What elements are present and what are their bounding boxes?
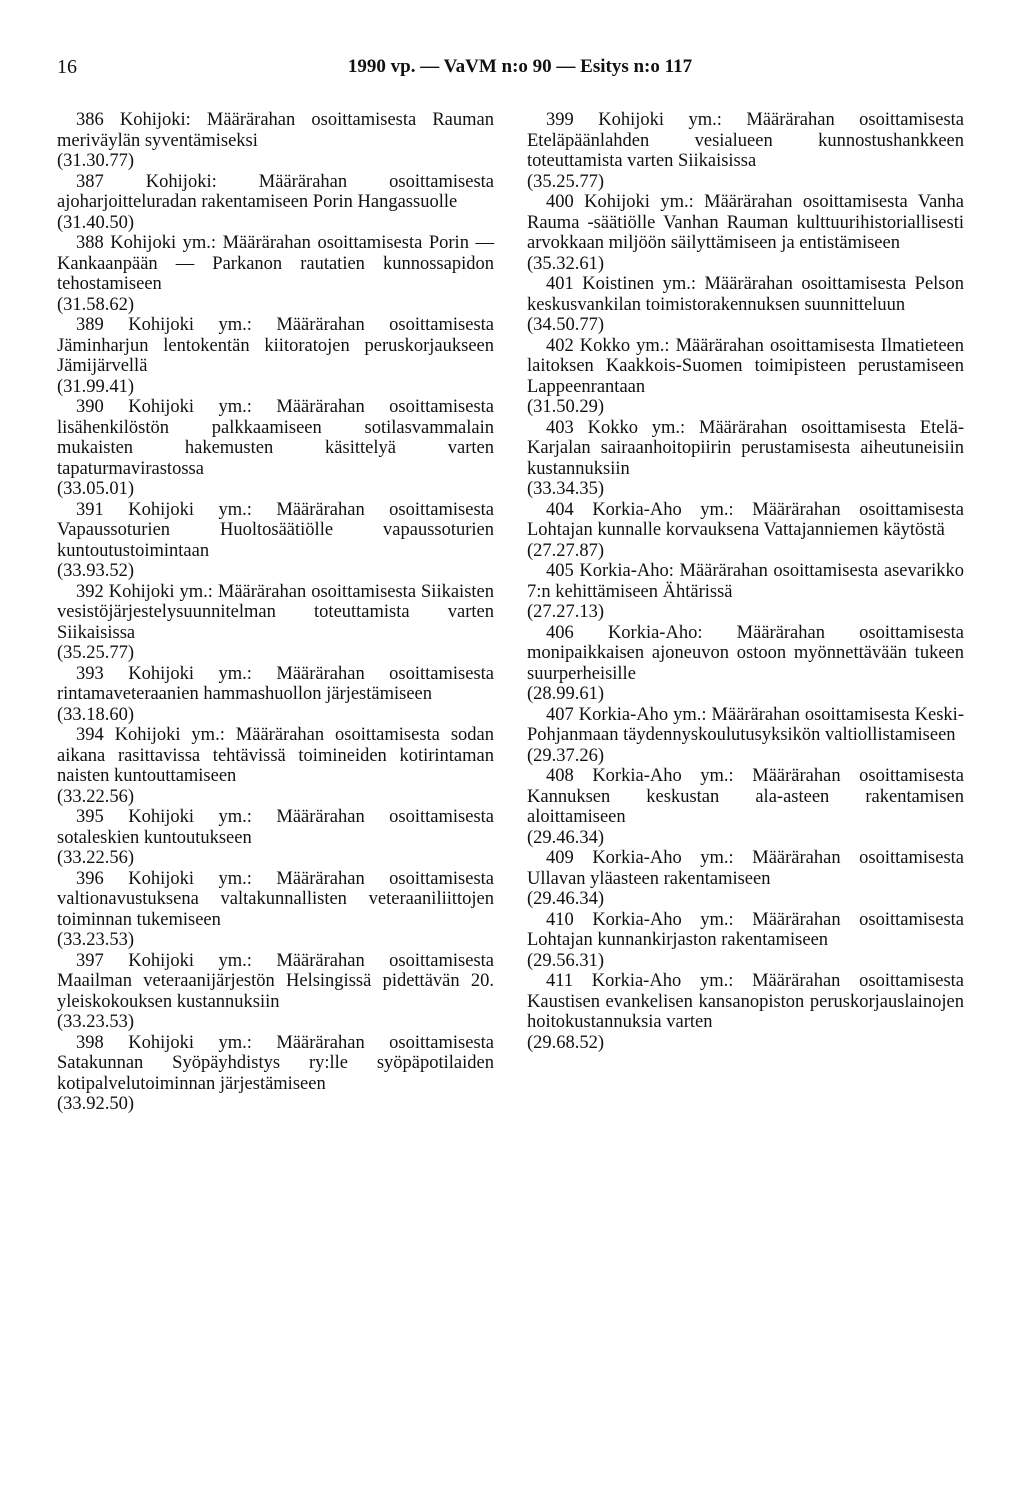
motion-entry bbox=[527, 274, 964, 336]
budget-item-code: (33.22.56) bbox=[57, 848, 135, 868]
motion-entry bbox=[57, 869, 494, 951]
motion-entry bbox=[57, 664, 494, 726]
motion-text: 397 Kohijoki ym.: Määrärahan osoittamisesta Maailman veteraanijärjestön Helsingissä pidettävän 20. yleiskokouksen kustannuksiin bbox=[57, 950, 494, 1012]
motion-entry bbox=[527, 623, 964, 705]
budget-item-code: (31.30.77) bbox=[57, 151, 135, 171]
budget-item-code: (31.99.41) bbox=[57, 376, 135, 397]
budget-item-code: (35.25.77) bbox=[527, 171, 605, 192]
motion-entry bbox=[57, 110, 494, 172]
motion-text: 401 Koistinen ym.: Määrärahan osoittamisesta Pelson keskusvankilan toimistorakennuksen suunnitteluun bbox=[527, 274, 964, 315]
right-column bbox=[527, 110, 964, 1053]
motion-entry bbox=[527, 418, 964, 500]
budget-item-code: (29.37.26) bbox=[527, 745, 605, 766]
motion-entry bbox=[57, 233, 494, 315]
motion-text: 411 Korkia-Aho ym.: Määrärahan osoittamisesta Kaustisen evankelisen kansanopiston peruskorjauslainojen hoitokustannuksia varten bbox=[527, 971, 964, 1032]
motion-text: 406 Korkia-Aho: Määrärahan osoittamisesta monipaikkaisen ajoneuvon ostoon myönnettävään tukeen suurperheisille bbox=[527, 622, 964, 684]
motion-entry bbox=[527, 766, 964, 848]
motion-text: 388 Kohijoki ym.: Määrärahan osoittamisesta Porin — Kankaanpään — Parkanon rautatien kunnossapidon tehostamiseen bbox=[57, 233, 494, 294]
motion-entry bbox=[57, 500, 494, 582]
motion-text: 409 Korkia-Aho ym.: Määrärahan osoittamisesta Ullavan yläasteen rakentamiseen bbox=[527, 848, 964, 889]
budget-item-code: (29.46.34) bbox=[527, 827, 605, 848]
budget-item-code: (33.23.53) bbox=[57, 1012, 135, 1032]
motion-text: 394 Kohijoki ym.: Määrärahan osoittamisesta sodan aikana rasittavissa tehtävissä toimineiden kotirintaman naisten kuntouttamiseen bbox=[57, 725, 494, 786]
budget-item-code: (29.56.31) bbox=[527, 950, 605, 971]
motion-text: 391 Kohijoki ym.: Määrärahan osoittamisesta Vapaussoturien Huoltosäätiölle vapaussoturien kuntoutustoimintaan bbox=[57, 499, 494, 561]
motion-text: 398 Kohijoki ym.: Määrärahan osoittamisesta Satakunnan Syöpäyhdistys ry:lle syöpäpotilaiden kotipalvelutoiminnan järjestämiseen bbox=[57, 1032, 494, 1094]
budget-item-code: (33.34.35) bbox=[527, 479, 605, 499]
motion-entry bbox=[527, 910, 964, 972]
motion-entry bbox=[527, 561, 964, 623]
motion-entry bbox=[527, 192, 964, 274]
motion-entry bbox=[527, 336, 964, 418]
motion-text: 408 Korkia-Aho ym.: Määrärahan osoittamisesta Kannuksen keskustan ala-asteen rakentamisen aloittamiseen bbox=[527, 766, 964, 827]
motion-entry bbox=[57, 725, 494, 807]
motion-text: 402 Kokko ym.: Määrärahan osoittamisesta Ilmatieteen laitoksen Kaakkois-Suomen toimipisteen perustamiseen Lappeenrantaan bbox=[527, 335, 964, 397]
motion-text: 404 Korkia-Aho ym.: Määrärahan osoittamisesta Lohtajan kunnalle korvauksena Vattajanniemen käytöstä bbox=[527, 499, 964, 540]
budget-item-code: (31.50.29) bbox=[527, 397, 605, 417]
budget-item-code: (33.05.01) bbox=[57, 479, 135, 499]
motion-text: 405 Korkia-Aho: Määrärahan osoittamisesta asevarikko 7:n kehittämiseen Ähtärissä bbox=[527, 561, 964, 602]
budget-item-code: (27.27.87) bbox=[527, 540, 605, 561]
motion-text: 399 Kohijoki ym.: Määrärahan osoittamisesta Eteläpäänlahden vesialueen kunnostushankkeen toteuttamista varten Siikaisissa bbox=[527, 110, 964, 171]
motion-text: 389 Kohijoki ym.: Määrärahan osoittamisesta Jäminharjun lentokentän kiitoratojen peruskorjaukseen Jämijärvellä bbox=[57, 315, 494, 376]
motion-entry bbox=[527, 500, 964, 562]
running-header: 1990 vp. — VaVM n:o 90 — Esitys n:o 117 bbox=[347, 56, 693, 77]
budget-item-code: (27.27.13) bbox=[527, 602, 605, 622]
left-column bbox=[57, 110, 494, 1115]
motion-entry bbox=[57, 172, 494, 234]
budget-item-code: (35.25.77) bbox=[57, 643, 135, 663]
budget-item-code: (28.99.61) bbox=[527, 684, 605, 704]
budget-item-code: (33.18.60) bbox=[57, 704, 135, 725]
motion-entry bbox=[527, 848, 964, 910]
motion-text: 396 Kohijoki ym.: Määrärahan osoittamisesta valtionavustuksena valtakunnallisten veteraaniliittojen toiminnan tukemiseen bbox=[57, 868, 494, 930]
motion-entry bbox=[527, 110, 964, 192]
budget-item-code: (33.22.56) bbox=[57, 786, 135, 807]
budget-item-code: (33.92.50) bbox=[57, 1094, 135, 1114]
motion-text: 395 Kohijoki ym.: Määrärahan osoittamisesta sotaleskien kuntoutukseen bbox=[57, 807, 494, 848]
budget-item-code: (33.23.53) bbox=[57, 930, 135, 950]
page-number: 16 bbox=[57, 56, 77, 78]
motion-text: 403 Kokko ym.: Määrärahan osoittamisesta Etelä-Karjalan sairaanhoitopiirin perustamisesta aiheutuneisiin kustannuksiin bbox=[527, 417, 964, 479]
budget-item-code: (29.46.34) bbox=[527, 889, 605, 909]
motion-text: 387 Kohijoki: Määrärahan osoittamisesta ajoharjoitteluradan rakentamiseen Porin Hangassuolle bbox=[57, 171, 494, 212]
motion-entry bbox=[57, 1033, 494, 1115]
motion-entry bbox=[57, 397, 494, 500]
budget-item-code: (35.32.61) bbox=[527, 253, 605, 274]
motion-entry bbox=[527, 705, 964, 767]
budget-item-code: (33.93.52) bbox=[57, 561, 135, 581]
budget-item-code: (31.58.62) bbox=[57, 294, 135, 315]
motion-text: 400 Kohijoki ym.: Määrärahan osoittamisesta Vanha Rauma -säätiölle Vanhan Rauman kulttuurihistoriallisesti arvokkaan miljöön säilyttämiseen ja entistämiseen bbox=[527, 192, 964, 253]
motion-text: 393 Kohijoki ym.: Määrärahan osoittamisesta rintamaveteraanien hammashuollon järjestämiseen bbox=[57, 663, 494, 704]
budget-item-code: (31.40.50) bbox=[57, 212, 135, 233]
motion-entry bbox=[57, 807, 494, 869]
motion-text: 390 Kohijoki ym.: Määrärahan osoittamisesta lisähenkilöstön palkkaamiseen sotilasvammalain mukaisten hakemusten käsittelyä varten tapaturmavirastossa bbox=[57, 397, 494, 479]
motion-text: 407 Korkia-Aho ym.: Määrärahan osoittamisesta Keski-Pohjanmaan täydennyskoulutusyksikön valtiollistamiseen bbox=[527, 704, 964, 745]
motion-entry bbox=[527, 971, 964, 1053]
motion-entry bbox=[57, 582, 494, 664]
motion-entry bbox=[57, 951, 494, 1033]
budget-item-code: (34.50.77) bbox=[527, 315, 605, 335]
motion-entry bbox=[57, 315, 494, 397]
motion-text: 392 Kohijoki ym.: Määrärahan osoittamisesta Siikaisten vesistöjärjestelysuunnitelman toteuttamista varten Siikaisissa bbox=[57, 581, 494, 643]
motion-text: 386 Kohijoki: Määrärahan osoittamisesta Rauman meriväylän syventämiseksi bbox=[57, 110, 494, 151]
motion-text: 410 Korkia-Aho ym.: Määrärahan osoittamisesta Lohtajan kunnankirjaston rakentamiseen bbox=[527, 909, 964, 950]
budget-item-code: (29.68.52) bbox=[527, 1032, 605, 1053]
